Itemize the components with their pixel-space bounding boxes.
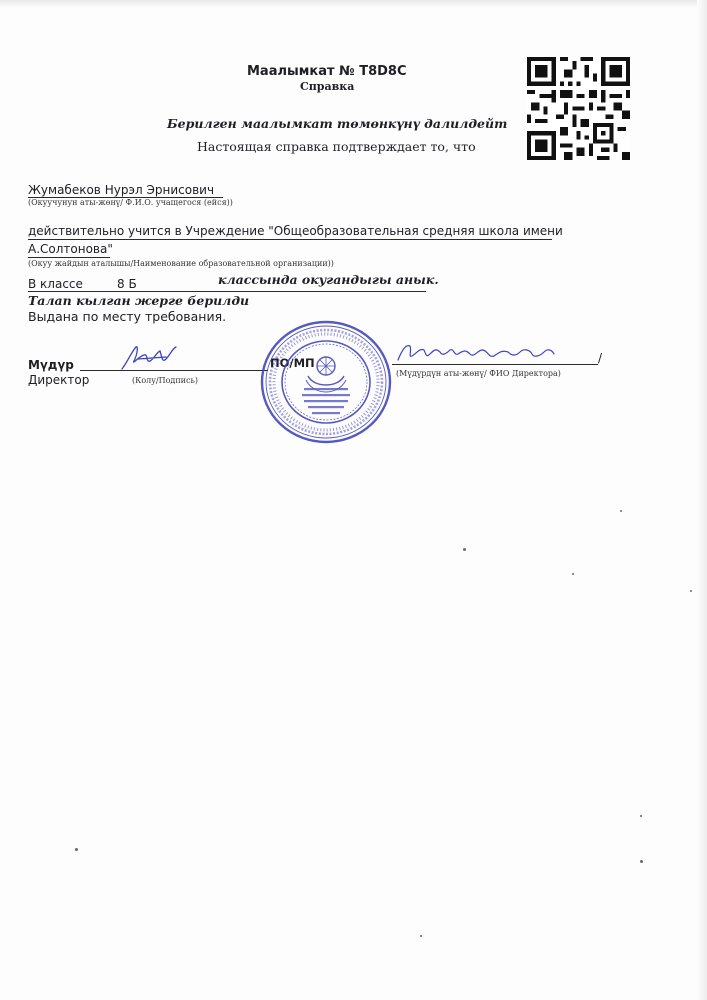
closing-slash: / [598,351,603,365]
institution-line-1: действительно учится в Учреждение "Общеобразовательная средняя школа имени [28,224,563,238]
class-value: 8 Б [117,277,137,291]
class-underline [28,291,426,292]
student-name-hint: (Окуучунун аты-жөнү/ Ф.И.О. учащегося (ейся)) [28,198,233,207]
stamp-label: ПО/МП [270,356,315,370]
confirmation-kg: Берилген маалымкат төмөнкүнү далилдейт [167,116,508,131]
institution-line-2: А.Солтонова" [28,242,113,256]
requirement-ru: Выдана по месту требования. [28,309,227,324]
director-fio-hint: (Мүдүрдүн аты-жөнү/ ФИО Директора) [396,369,561,378]
scan-speck [640,860,643,863]
confirmation-ru: Настоящая справка подтверждает то, что [197,139,476,154]
director-handwritten-name-icon [392,340,562,364]
student-name: Жумабеков Нурэл Эрнисович [28,183,215,197]
scan-edge-right [697,0,707,1000]
qr-code-icon [527,57,630,160]
document-title: Маалымкат № T8D8C [247,64,407,79]
scan-speck [620,510,622,512]
director-fio-underline [392,364,598,365]
scan-speck [463,548,466,551]
class-confirmation-kg: классында окугандыгы анык. [218,272,439,287]
official-stamp-icon [258,318,394,446]
requirement-kg: Талап кылган жерге берилди [28,293,250,308]
director-label-kg: Мүдүр [28,358,74,372]
scan-speck [420,935,422,937]
document-subtitle: Справка [300,80,355,93]
institution-underline-2 [28,257,110,258]
director-signature-icon [118,343,182,373]
scan-edge-top [0,0,707,8]
scan-speck [640,815,642,817]
class-label: В классе [28,277,83,291]
scan-speck [572,573,574,575]
scan-speck [75,848,78,851]
scan-speck [690,590,692,592]
institution-underline-1 [28,239,552,240]
signature-hint: (Колу/Подпись) [132,376,198,385]
director-label-ru: Директор [28,373,90,387]
institution-hint: (Окуу жайдын аталышы/Наименование образовательной организации)) [28,259,334,268]
